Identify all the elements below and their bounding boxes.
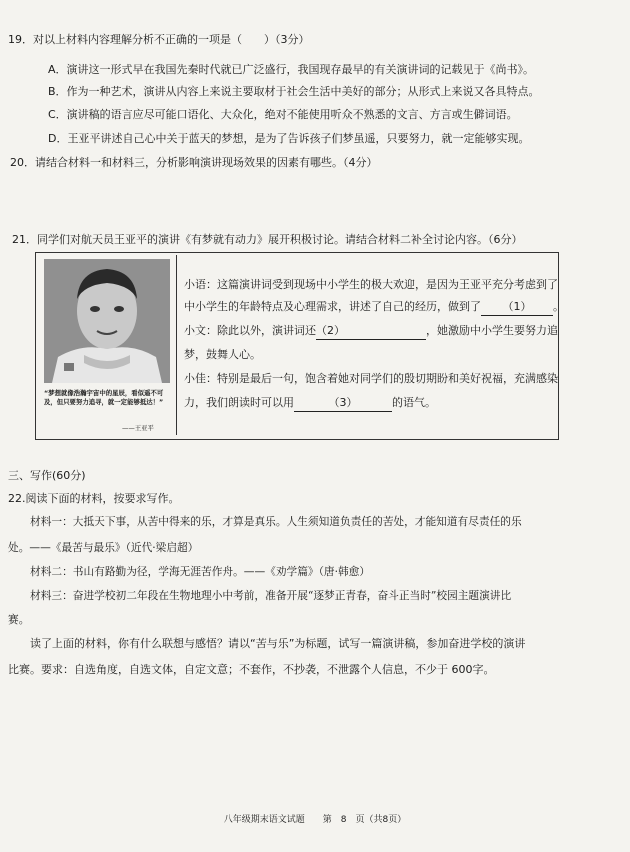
dialog-line-3 <box>184 323 558 340</box>
astronaut-photo <box>44 259 170 383</box>
blank-3[interactable]: （3） <box>294 395 392 412</box>
dialog-line-2-text: 中小学生的年龄特点及心理需求，讲述了自己的经历，做到了 <box>184 300 481 313</box>
discussion-table <box>35 252 564 440</box>
material-3-line-1: 材料三：奋进学校初二年段在生物地理小中考前，准备开展“逐梦正青春，奋斗正当时”校园主题演讲比 <box>30 589 512 602</box>
dialog-line-6 <box>184 395 436 412</box>
writing-requirement-line-1: 读了上面的材料，你有什么联想与感悟？请以“苦与乐”为标题，试写一篇演讲稿，参加奋进学校的演讲 <box>30 637 526 650</box>
photo-cell <box>38 255 177 435</box>
material-2: 材料二：书山有路勤为径，学海无涯苦作舟。——《劝学篇》（唐·韩愈） <box>30 565 371 578</box>
material-1-line-1: 材料一：大抵天下事，从苦中得来的乐，才算是真乐。人生须知道负责任的苦处，才能知道有尽责任的乐 <box>30 515 522 528</box>
q19-option-b: B．作为一种艺术，演讲从内容上来说主要取材于社会生活中美好的部分；从形式上来说又各具特点。 <box>48 85 540 98</box>
dialog-line-2 <box>184 299 564 316</box>
blank-1-period: 。 <box>553 300 564 313</box>
dialog-line-5: 小佳：特别是最后一句，饱含着她对同学们的殷切期盼和美好祝福，充满感染 <box>184 372 558 385</box>
q20-stem: 20．请结合材料一和材料三，分析影响演讲现场效果的因素有哪些。（4分） <box>10 156 378 169</box>
q21-stem: 21．同学们对航天员王亚平的演讲《有梦就有动力》展开积极讨论。请结合材料二补全讨论内容。（6分） <box>12 233 523 246</box>
q22-stem: 22.阅读下面的材料，按要求写作。 <box>8 492 180 505</box>
q19-option-a: A．演讲这一形式早在我国先秦时代就已广泛盛行，我国现存最早的有关演讲词的记载见于《尚书》。 <box>48 63 535 76</box>
dialog-line-6-tail: 的语气。 <box>392 396 436 409</box>
blank-2[interactable]: （2） <box>316 323 426 340</box>
section3-title: 三、写作(60分) <box>8 469 86 482</box>
photo-quote: “梦想就像浩瀚宇宙中的星辰，看似遥不可及，但只要努力追寻，就一定能够抵达！” <box>44 389 164 406</box>
q19-stem: 19．对以上材料内容理解分析不正确的一项是（ ）（3分） <box>8 33 310 46</box>
q19-option-d: D．王亚平讲述自己心中关于蓝天的梦想，是为了告诉孩子们梦虽遥，只要努力，就一定能够实现。 <box>48 132 530 145</box>
writing-requirement-line-2: 比赛。要求：自选角度，自选文体，自定文意；不套作，不抄袭，不泄露个人信息，不少于 600字。 <box>8 663 495 676</box>
dialog-line-3-text: 小文：除此以外，演讲词还 <box>184 324 316 337</box>
dialog-line-6-text: 力，我们朗读时可以用 <box>184 396 294 409</box>
q19-option-c: C．演讲稿的语言应尽可能口语化、大众化，绝对不能使用听众不熟悉的文言、方言或生僻词语。 <box>48 108 518 121</box>
blank-1[interactable]: （1） <box>481 299 553 316</box>
dialog-line-1: 小语：这篇演讲词受到现场中小学生的极大欢迎，是因为王亚平充分考虑到了 <box>184 278 558 291</box>
dialog-line-4: 梦，鼓舞人心。 <box>184 348 261 361</box>
dialog-line-3-tail: ，她激励中小学生要努力追 <box>426 324 558 337</box>
material-1-line-2: 处。——《最苦与最乐》（近代·梁启超） <box>8 541 199 554</box>
quote-author: ——王亚平 <box>122 424 154 432</box>
material-3-line-2: 赛。 <box>8 613 30 626</box>
page-footer: 八年级期末语文试题 第 8 页（共8页） <box>223 815 407 825</box>
